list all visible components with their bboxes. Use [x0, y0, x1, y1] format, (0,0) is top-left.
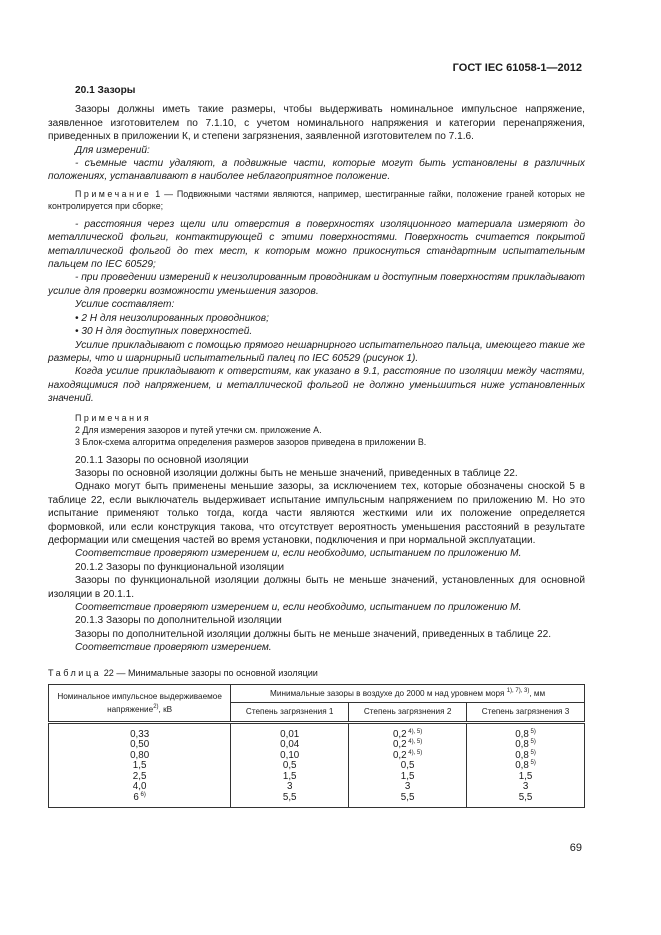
paragraph: Зазоры по функциональной изоляции должны быть не меньше значений, установленных для основной изоляции в 20.1.1. [48, 575, 585, 600]
pd2-value: 1,5 [400, 770, 415, 782]
pd2-value: 5,5 [400, 791, 415, 803]
paragraph: Соответствие проверяют измерением и, если необходимо, испытанием по приложению М. [75, 548, 522, 560]
header-pd3: Степень загрязнения 3 [467, 703, 585, 722]
paragraph: Усилие составляет: [75, 299, 175, 311]
note-1 [48, 188, 585, 212]
paragraph: Для измерений: [75, 144, 150, 156]
footnote-ref: 5) [528, 739, 536, 746]
footnote-ref: 5) [528, 749, 536, 756]
paragraph: Соответствие проверяют измерением и, если необходимо, испытанием по приложению М. [75, 602, 522, 613]
pd1-value: 1,5 [282, 770, 297, 782]
standard-code-header: ГОСТ IEC 61058-1—2012 [452, 62, 582, 74]
page-number: 69 [569, 842, 582, 854]
pd2-value: 0,2 [392, 728, 407, 740]
pd1-value: 5,5 [282, 791, 297, 803]
subsection-title: 20.1.3 Зазоры по дополнительной изоляции [75, 615, 282, 627]
pd3-value: 5,5 [518, 791, 533, 803]
pd2-value: 3 [404, 781, 411, 793]
page-body [48, 84, 585, 808]
voltage-value: 0,80 [130, 749, 150, 761]
table-caption [48, 667, 585, 680]
footnote-ref: 4), 5) [406, 749, 423, 756]
header-pd2: Степень загрязнения 2 [349, 703, 467, 722]
footnote-ref: 5) [528, 760, 536, 767]
pd1-value: 0,01 [280, 728, 300, 740]
pd2-value: 0,2 [392, 749, 407, 761]
bullet-item: • 2 Н для неизолированных проводников; [75, 312, 269, 324]
note-3: 3 Блок-схема алгоритма определения размеров зазоров приведена в приложении В. [75, 436, 427, 447]
pd1-value: 0,10 [280, 749, 300, 761]
table-cell [231, 793, 348, 804]
table-cell [49, 793, 230, 804]
paragraph: Усилие прикладывают с помощью прямого нешарнирного испытательного пальца, имеющего такие же размеры, что и шарнирный испытательный палец по IEC 60529 (рисунок 1). [48, 339, 585, 364]
paragraph: Зазоры должны иметь такие размеры, чтобы выдерживать номинальное импульсное напряжение, заявленное изготовителем по 7.1.10, с учетом номинального напряжения и категории перенапряжения, приведенных в приложении К, и степени загрязнения, заявленной изготовителем по 7.1.6. [48, 104, 585, 143]
voltage-value: 2,5 [132, 770, 147, 782]
table-cell [467, 793, 584, 804]
clearance-table [48, 684, 585, 808]
pd1-value: 0,04 [280, 739, 300, 751]
pd2-value: 0,5 [400, 760, 415, 772]
header-voltage: Номинальное импульсное выдерживаемое напряжение$^{2)}$, кВ [49, 685, 231, 723]
pd3-value: 3 [522, 781, 529, 793]
voltage-value: 0,50 [130, 739, 150, 751]
pd3-value: 0,8 [515, 749, 529, 761]
list-item: - съемные части удаляют, а подвижные части, которые могут быть установлены в различных положениях, устанавливают в наиболее неблагоприятное положение. [48, 158, 585, 183]
pd1-value: 0,5 [282, 760, 297, 772]
footnote-ref: 4), 5) [406, 739, 423, 746]
pd2-column [349, 722, 467, 808]
table-caption-label: Таблица [48, 667, 102, 678]
pd3-value: 0,8 [515, 760, 529, 772]
notes-label: Примечания [75, 412, 152, 423]
paragraph: Зазоры по основной изоляции должны быть не меньше значений, приведенных в таблице 22. [75, 467, 518, 479]
pd2-value: 0,2 [392, 739, 407, 751]
pd3-value: 1,5 [518, 770, 533, 782]
pd3-value: 0,8 [515, 728, 529, 740]
pd1-value: 3 [286, 781, 293, 793]
pd3-value: 0,8 [515, 739, 529, 751]
voltage-value: 0,33 [130, 728, 150, 740]
header-clearance-group: Минимальные зазоры в воздухе до 2000 м над уровнем моря $^{1), 7), 3)}$, мм [231, 685, 585, 703]
subsection-title: 20.1.1 Зазоры по основной изоляции [75, 454, 249, 466]
voltage-column [49, 722, 231, 808]
subsection-title: 20.1.2 Зазоры по функциональной изоляции [75, 561, 284, 573]
footnote-ref: 6) [138, 791, 146, 798]
footnote-ref: 4), 5) [406, 728, 423, 735]
pd3-column [467, 722, 585, 808]
header-pd1: Степень загрязнения 1 [231, 703, 349, 722]
pd1-column [231, 722, 349, 808]
paragraph: Зазоры по дополнительной изоляции должны быть не меньше значений, приведенных в таблице 22. [75, 628, 552, 640]
note-text: 1 — Подвижными частями являются, например, шестигранные гайки, положение граней которых не контролируется при сборке; [48, 188, 585, 211]
voltage-value: 1,5 [132, 760, 147, 772]
note-2: 2 Для измерения зазоров и путей утечки см. приложение А. [75, 424, 322, 435]
paragraph: Однако могут быть применены меньшие зазоры, за исключением тех, которые обозначены сноской 5 в таблице 22, если выключатель выдерживает испытание импульсным напряжением по приложению М. Но это испытание применяют только тогда, когда части являются жесткими или их положение определяется формовкой, или если конструкция такова, что отсутствует вероятность уменьшения расстояний в результате деформации или смещения частей во время установки, подключения и при нормальной эксплуатации. [48, 481, 585, 546]
table-cell [349, 793, 466, 804]
voltage-value: 4,0 [132, 781, 147, 793]
note-label: Примечание [75, 188, 152, 199]
section-heading: 20.1 Зазоры [75, 85, 136, 96]
paragraph: Когда усилие прикладывают к отверстиям, как указано в 9.1, расстояние по изоляции между частями, находящимися под напряжением, и металлической фольгой не должно уменьшиться ниже установленных значений. [48, 366, 585, 405]
table-caption-text: 22 — Минимальные зазоры по основной изоляции [103, 667, 318, 678]
footnote-ref: 5) [528, 728, 536, 735]
voltage-value: 6 [133, 791, 139, 803]
paragraph: Соответствие проверяют измерением. [75, 642, 272, 654]
list-item: - при проведении измерений к неизолированным проводникам и доступным поверхностям прикладывают усилие для проверки возможности уменьшения зазоров. [48, 272, 585, 297]
bullet-item: • 30 Н для доступных поверхностей. [75, 326, 253, 338]
list-item: - расстояния через щели или отверстия в поверхностях изоляционного материала измеряют до металлической фольги, контактирующей с этими поверхностями. Поверхность считается покрытой металлической фольгой до тех мест, к которым можно прикоснуться стандартным испытательным пальцем по IEC 60529; [48, 218, 585, 271]
